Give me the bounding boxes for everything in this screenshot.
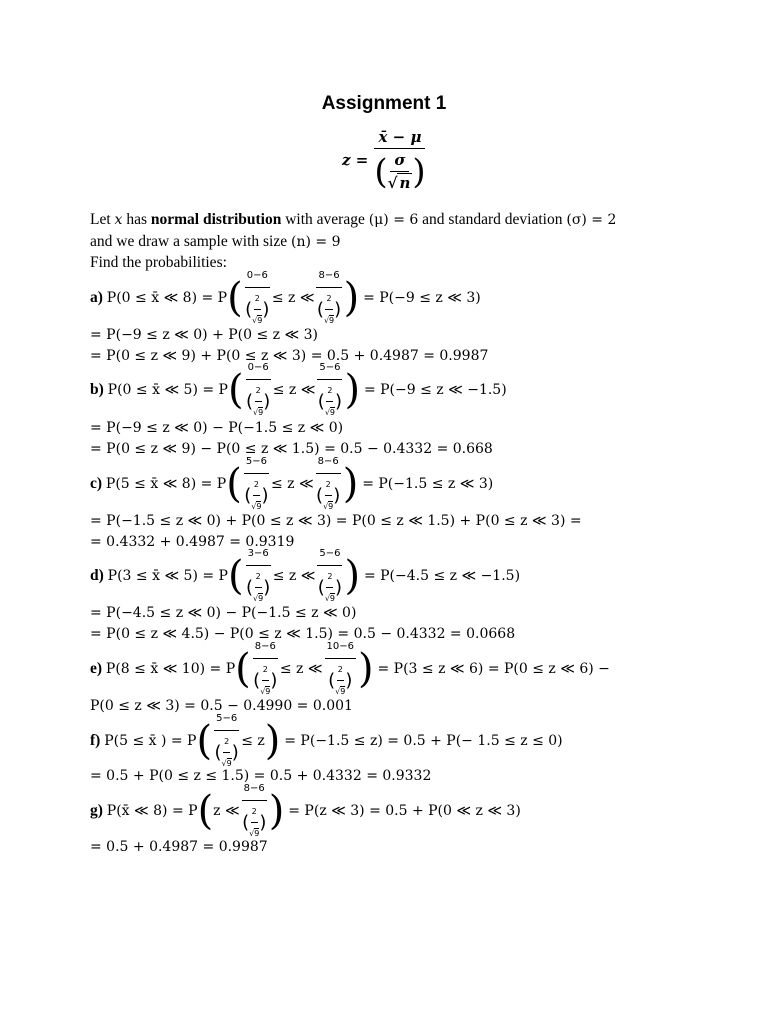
part-c-fraction-2: 8−6 ( 2 √9 ) (316, 452, 341, 517)
part-c-line-2: = P(−1.5 ≤ z ≪ 0) + P(0 ≤ z ≪ 3) = P(0 ≤ z ≪ 1.5) + P(0 ≤ z ≪ 3) = (90, 513, 582, 529)
part-a-line-3: = P(0 ≤ z ≪ 9) + P(0 ≤ z ≪ 3) = 0.5 + 0.4987 = 0.9987 (90, 348, 489, 364)
part-b-fraction-1: 0−6 ( 2 √9 ) (246, 358, 271, 423)
part-d-fraction-1: 3−6 ( 2 √9 ) (246, 544, 271, 609)
intro-line-3: Find the probabilities: (90, 254, 227, 271)
part-c-fraction-1: 5−6 ( 2 √9 ) (244, 452, 269, 517)
intro-line-2: and we draw a sample with size (n) = 9 (90, 233, 341, 250)
part-d-line-2: = P(−4.5 ≤ z ≪ 0) − P(−1.5 ≤ z ≪ 0) (90, 605, 357, 621)
z-score-formula (342, 128, 426, 192)
part-b-line-1: b) P(0 ≤ x̄ ≪ 5) = P ( 0−6 ( 2 √9 ) ≤ z ≪ 5−6 ( 2 √9 ) ) = P(−9 ≤ z ≪ −1.5) (90, 364, 507, 416)
page-title: Assignment 1 (321, 93, 447, 114)
part-b-fraction-2: 5−6 ( 2 √9 ) (317, 358, 342, 423)
part-d-fraction-2: 5−6 ( 2 √9 ) (317, 544, 342, 609)
part-d-line-3: = P(0 ≤ z ≪ 4.5) − P(0 ≤ z ≪ 1.5) = 0.5 − 0.4332 = 0.0668 (90, 626, 516, 642)
part-a-line-1: a) P(0 ≤ x̄ ≪ 8) = P ( 0−6 ( 2 √9 ) ≤ z ≪ 8−6 ( 2 √9 ) ) = P(−9 ≤ z ≪ 3) (90, 272, 481, 324)
part-e-fraction-2: 10−6 ( 2 √9 ) (325, 637, 356, 702)
formula-lhs: z = (342, 151, 369, 169)
formula-sigma: σ (390, 151, 409, 172)
part-e-line-2: P(0 ≤ z ≪ 3) = 0.5 − 0.4990 = 0.001 (90, 698, 353, 714)
formula-n: n (399, 174, 411, 192)
formula-fraction (374, 128, 425, 192)
part-g-fraction-1: 8−6 ( 2 √9 ) (242, 779, 267, 844)
part-b-line-3: = P(0 ≤ z ≪ 9) − P(0 ≤ z ≪ 1.5) = 0.5 − 0.4332 = 0.668 (90, 441, 493, 457)
part-c-line-3: = 0.4332 + 0.4987 = 0.9319 (90, 534, 295, 550)
part-g-line-2: = 0.5 + 0.4987 = 0.9987 (90, 839, 268, 855)
part-b-line-2: = P(−9 ≤ z ≪ 0) − P(−1.5 ≤ z ≪ 0) (90, 420, 344, 436)
part-f-line-2: = 0.5 + P(0 ≤ z ≤ 1.5) = 0.5 + 0.4332 = 0.9332 (90, 768, 432, 784)
formula-denominator: ( $\frac{\sigma}{√ n}$ ) (374, 151, 426, 192)
part-f-line-1: f) P(5 ≤ x̄ ) = P ( 5−6 ( 2 √9 ) ≤ z ) = P(−1.5 ≤ z) = 0.5 + P(− 1.5 ≤ z ≤ 0) (90, 715, 563, 767)
part-c-line-1: c) P(5 ≤ x̄ ≪ 8) = P ( 5−6 ( 2 √9 ) ≤ z ≪ 8−6 ( 2 √9 ) ) = P(−1.5 ≤ z ≪ 3) (90, 458, 493, 510)
formula-numerator: x̄ − μ (374, 128, 425, 149)
part-a-line-2: = P(−9 ≤ z ≪ 0) + P(0 ≤ z ≪ 3) (90, 327, 318, 343)
part-a-fraction-2: 8−6 ( 2 √9 ) (316, 266, 341, 331)
part-a-fraction-1: 0−6 ( 2 √9 ) (245, 266, 270, 331)
part-e-fraction-1: 8−6 ( 2 √9 ) (253, 637, 278, 702)
part-g-line-1: g) P(x̄ ≪ 8) = P ( z ≪ 8−6 ( 2 √9 ) ) = P(z ≪ 3) = 0.5 + P(0 ≪ z ≪ 3) (90, 785, 521, 837)
part-d-line-1: d) P(3 ≤ x̄ ≪ 5) = P ( 3−6 ( 2 √9 ) ≤ z ≪ 5−6 ( 2 √9 ) ) = P(−4.5 ≤ z ≪ −1.5) (90, 550, 520, 602)
intro-line-1: Let x has normal distribution with average (μ) = 6 and standard deviation (σ) = 2 (90, 211, 617, 228)
part-f-fraction-1: 5−6 ( 2 √9 ) (214, 709, 239, 774)
part-e-line-1: e) P(8 ≤ x̄ ≪ 10) = P ( 8−6 ( 2 √9 ) ≤ z ≪ 10−6 ( 2 √9 ) ) = P(3 ≤ z ≪ 6) = P(0 ≤ z ≪ 6) − (90, 643, 610, 695)
